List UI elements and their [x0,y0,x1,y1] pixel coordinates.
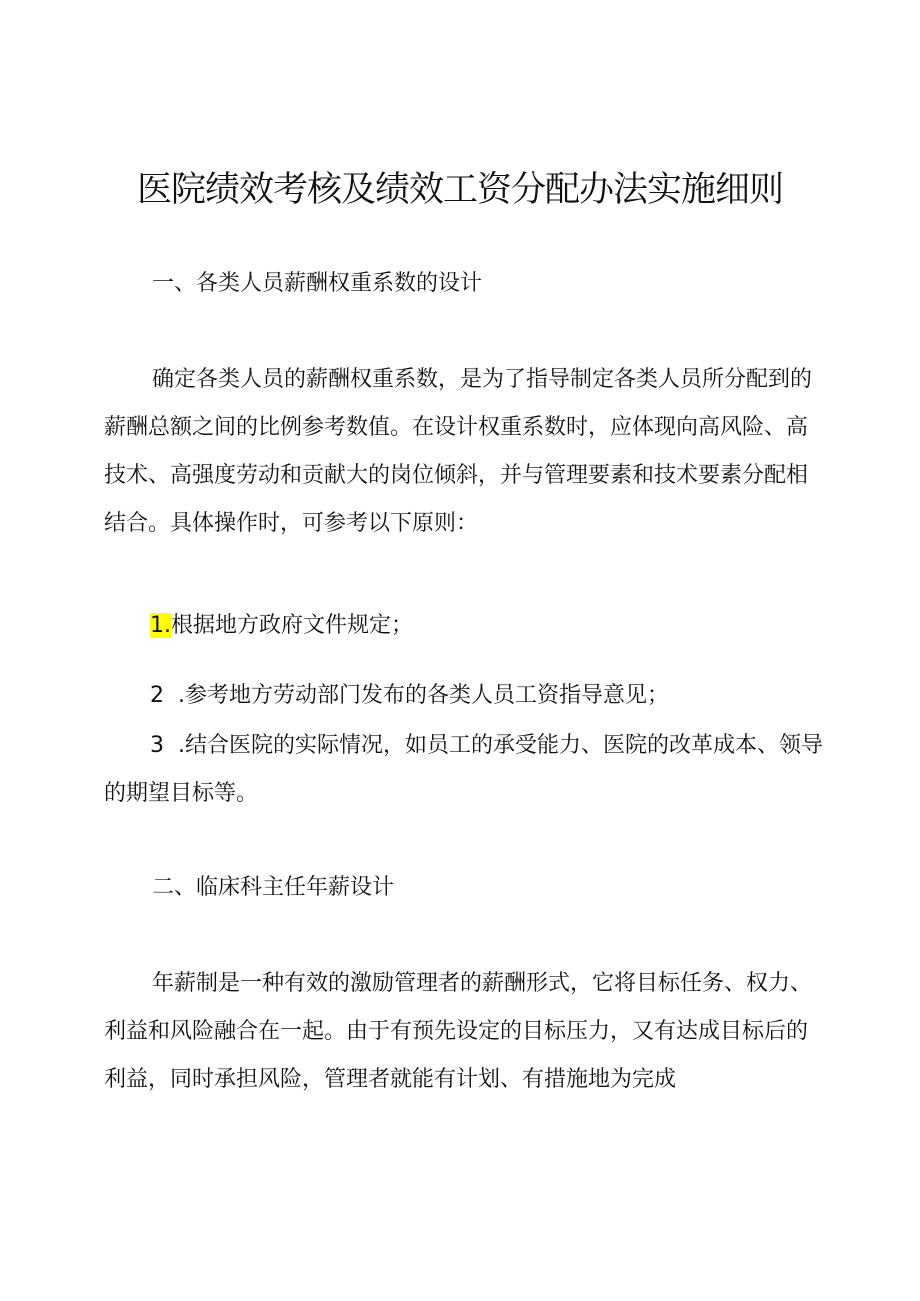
section-heading-2: 二、临床科主任年薪设计 [152,875,395,900]
list-item-2-text: 参考地方劳动部门发布的各类人员工资指导意见； [184,683,669,708]
list-item-3-number: 3 . [150,733,185,758]
list-item-2-number: 2 . [150,683,185,708]
list-item-1-text: 根据地方政府文件规定； [171,613,414,638]
section-2-paragraph: 年薪制是一种有效的激励管理者的薪酬形式，它将目标任务、权力、利益和风险融合在一起。由于有预先设定的目标压力，又有达成目标后的利益，同时承担风险，管理者就能有计划、有措施地为完成 [104,971,813,1092]
list-item-2 [104,672,824,720]
list-item-1 [104,602,824,650]
list-item-3-text: 结合医院的实际情况，如员工的承受能力、医院的改革成本、领导的期望目标等。 [104,733,823,806]
document-title: 医院绩效考核及绩效工资分配办法实施细则 [136,170,783,210]
list-item-3 [104,722,824,818]
section-1-paragraph: 确定各类人员的薪酬权重系数，是为了指导制定各类人员所分配到的薪酬总额之间的比例参考数值。在设计权重系数时，应体现向高风险、高技术、高强度劳动和贡献大的岗位倾斜，并与管理要素和技术要素分配相结合。具体操作时，可参考以下原则： [104,367,813,536]
section-heading-1: 一、各类人员薪酬权重系数的设计 [152,271,483,296]
list-item-1-number: 1. [150,613,171,638]
